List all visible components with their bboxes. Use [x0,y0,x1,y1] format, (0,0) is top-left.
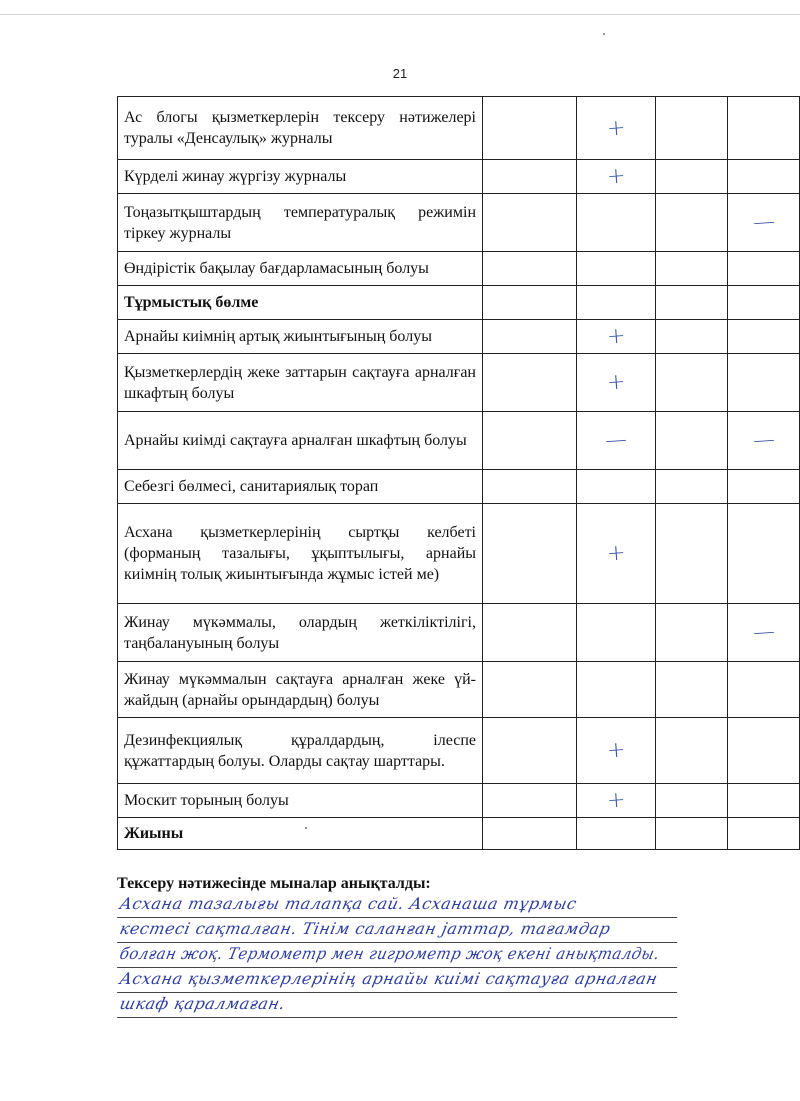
item-text: Жинау мүкәммалы, олардың жеткіліктілігі, таңбалануының болуы [118,604,483,662]
mark-cell [577,286,656,320]
handwritten-mark: + [605,323,627,350]
handwritten-mark: + [605,540,627,567]
item-text: Дезинфекциялық құралдардың, ілеспе құжаттардың болуы. Оларды сақтау шарттары. [118,718,483,784]
mark-cell [483,662,577,718]
handwritten-text: кестесі сақталған. Тінім саланған jаттар, тағамдар [118,919,613,938]
handwritten-mark: + [605,114,627,142]
item-text: Арнайы киімнің артық жиынтығының болуы [118,320,483,354]
mark-cell [577,194,656,252]
mark-cell [577,504,656,604]
item-text: Өндірістік бақылау бағдарламасының болуы [118,252,483,286]
findings-label: Тексеру нәтижесінде мыналар анықталды: [117,875,431,892]
item-text: Себезгі бөлмесі, санитариялық торап [118,470,483,504]
item-text: Ас блогы қызметкерлерін тексеру нәтижелері туралы «Денсаулық» журналы [118,97,483,160]
handwritten-mark: — [751,427,776,454]
mark-cell [483,252,577,286]
mark-cell [656,604,728,662]
mark-cell [577,320,656,354]
mark-cell [656,818,728,850]
handwritten-text: Асхана тазалығы талапқа сай. Асханаша тұрмыс [118,894,579,913]
mark-cell [728,412,800,470]
mark-cell [656,470,728,504]
handwritten-mark: — [751,209,776,236]
mark-cell [656,662,728,718]
handwritten-line [117,918,682,943]
mark-cell [483,194,577,252]
mark-cell [656,320,728,354]
mark-cell [483,604,577,662]
mark-cell [577,354,656,412]
handwritten-mark: + [605,787,627,814]
checklist-row [118,354,800,412]
handwritten-text: Асхана қызметкерлерінің арнайы киімі сақтауға арналған [118,969,660,988]
handwritten-notes [117,893,677,1018]
mark-cell [577,412,656,470]
mark-cell [577,97,656,160]
section-title: Жиыны [118,818,483,850]
mark-cell [483,718,577,784]
item-text: Тоңазытқыштардың температуралық режимін тіркеу журналы [118,194,483,252]
mark-cell [483,354,577,412]
mark-cell [656,718,728,784]
handwritten-mark: — [604,427,628,454]
mark-cell [728,286,800,320]
mark-cell [483,97,577,160]
mark-cell [728,194,800,252]
handwritten-mark: + [605,737,627,764]
mark-cell [728,504,800,604]
top-edge-line [0,14,800,15]
item-text: Асхана қызметкерлерінің сыртқы келбеті (форманың тазалығы, ұқыптылығы, арнайы киімнің толық жиынтығында жұмыс істей ме) [118,504,483,604]
scan-speck [603,33,605,35]
checklist-row [118,160,800,194]
mark-cell [483,504,577,604]
mark-cell [656,412,728,470]
checklist-row [118,784,800,818]
mark-cell [728,97,800,160]
handwritten-line [117,968,682,993]
findings-section [117,875,677,1018]
checklist-row [118,662,800,718]
checklist-row [118,604,800,662]
mark-cell [728,320,800,354]
checklist-row [118,718,800,784]
checklist-row [118,194,800,252]
handwritten-line [117,993,682,1018]
handwritten-text: шкаф қаралмаған. [118,994,288,1013]
mark-cell [728,604,800,662]
item-text: Арнайы киімді сақтауға арналған шкафтың болуы [118,412,483,470]
mark-cell [728,470,800,504]
mark-cell [577,784,656,818]
mark-cell [728,160,800,194]
section-row [118,818,800,850]
mark-cell [577,604,656,662]
mark-cell [483,412,577,470]
mark-cell [483,286,577,320]
checklist-row [118,412,800,470]
mark-cell [656,252,728,286]
mark-cell [656,160,728,194]
mark-cell [656,504,728,604]
mark-cell [577,662,656,718]
mark-cell [728,662,800,718]
mark-cell [728,252,800,286]
handwritten-mark: — [751,619,776,646]
mark-cell [656,194,728,252]
checklist-row [118,504,800,604]
item-text: Москит торының болуы [118,784,483,818]
mark-cell [577,160,656,194]
checklist-row [118,97,800,160]
handwritten-mark: + [605,163,627,190]
mark-cell [656,97,728,160]
checklist-row [118,470,800,504]
mark-cell [483,784,577,818]
checklist-row [118,320,800,354]
section-title: Тұрмыстық бөлме [118,286,483,320]
mark-cell [728,354,800,412]
checklist-row [118,252,800,286]
mark-cell [483,470,577,504]
mark-cell [483,160,577,194]
mark-cell [728,784,800,818]
mark-cell [728,818,800,850]
mark-cell [577,252,656,286]
mark-cell [728,718,800,784]
section-row [118,286,800,320]
mark-cell [577,470,656,504]
handwritten-line [117,893,682,918]
handwritten-mark: + [605,369,627,396]
page-number: 21 [392,66,408,81]
mark-cell [577,818,656,850]
mark-cell [656,784,728,818]
item-text: Қызметкерлердің жеке заттарын сақтауға арналған шкафтың болуы [118,354,483,412]
item-text: Күрделі жинау жүргізу журналы [118,160,483,194]
mark-cell [656,354,728,412]
mark-cell [656,286,728,320]
checklist-table [117,96,800,850]
mark-cell [483,818,577,850]
handwritten-line [117,943,682,968]
item-text: Жинау мүкәммалын сақтауға арналған жеке үй-жайдың (арнайы орындардың) болуы [118,662,483,718]
mark-cell [483,320,577,354]
mark-cell [577,718,656,784]
handwritten-text: болған жоқ. Термометр мен гигрометр жоқ екені анықталды. [118,944,662,963]
